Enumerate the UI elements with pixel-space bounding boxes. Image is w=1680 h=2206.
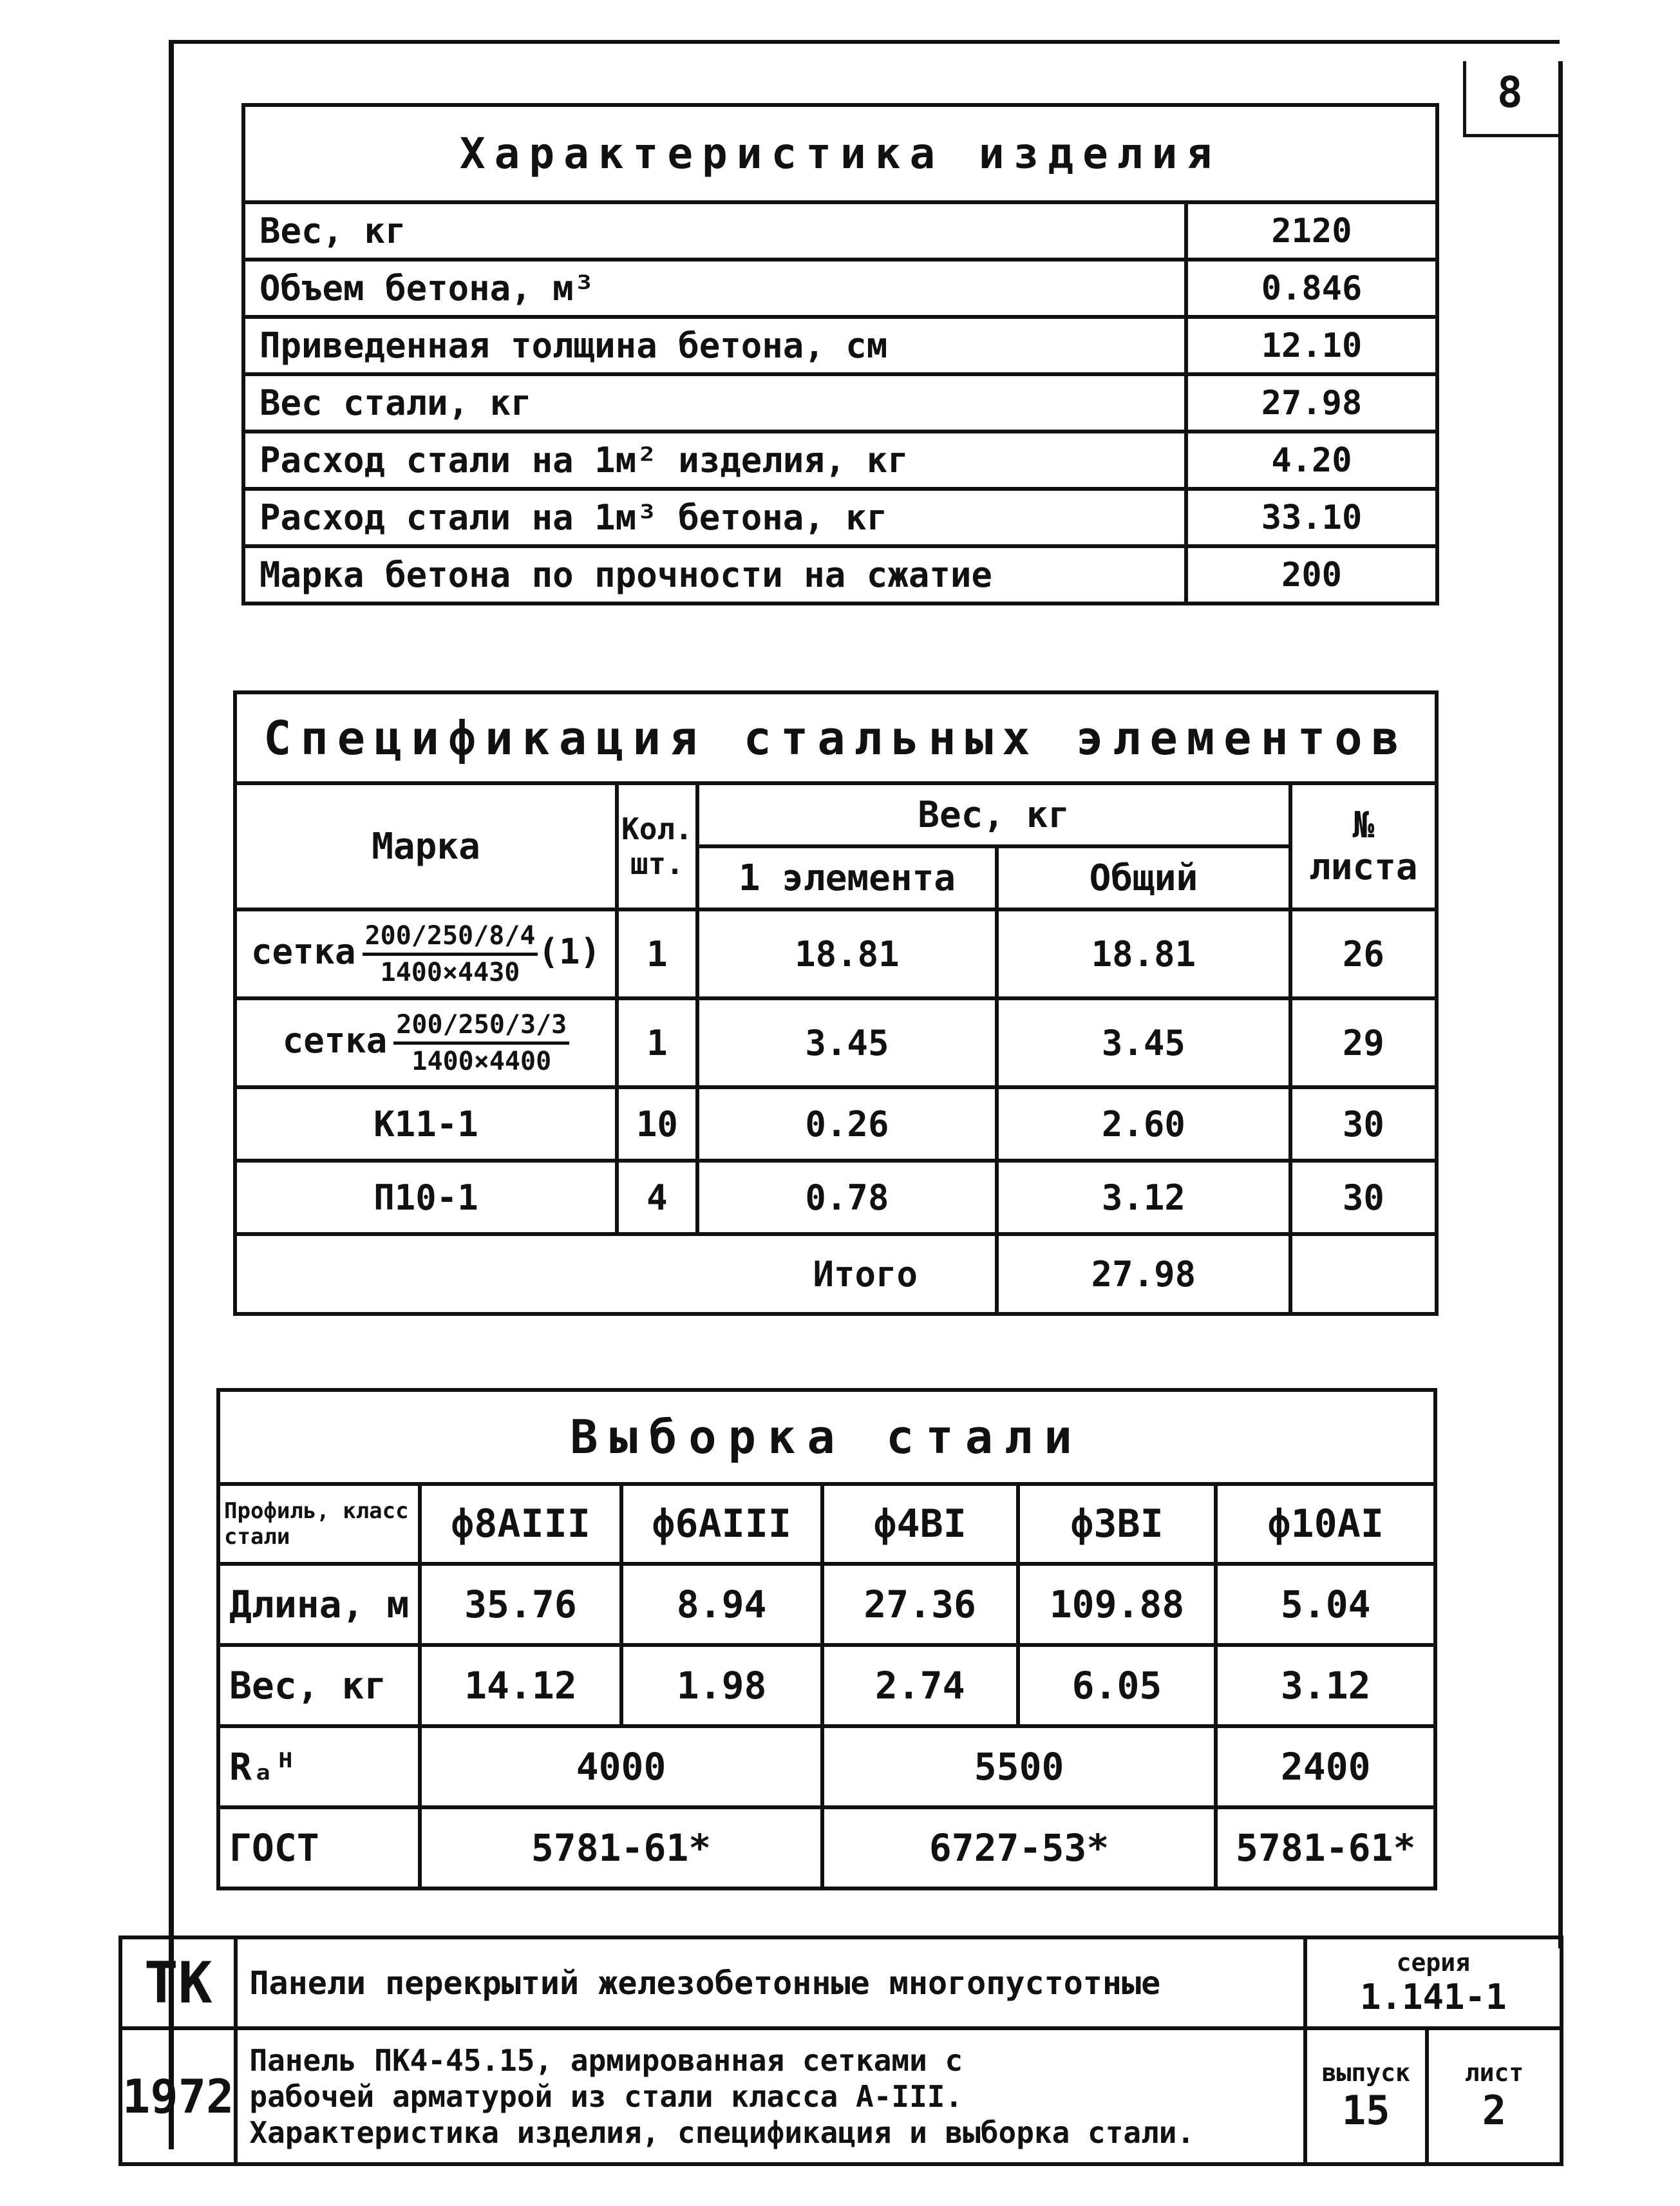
total-label: Итого <box>235 1234 997 1314</box>
frame-left-line <box>169 40 174 2149</box>
specification-title: Спецификация стальных элементов <box>235 692 1437 783</box>
title-block <box>118 1935 1563 2166</box>
ra-label: Rₐᴴ <box>218 1726 420 1807</box>
length-label: Длина, м <box>218 1564 420 1645</box>
header-sheet: № листа <box>1290 783 1437 909</box>
length-row: Длина, м 35.76 8.94 27.36 109.88 5.04 <box>218 1564 1435 1645</box>
sheet-value: 2 <box>1482 2087 1507 2134</box>
org-code: ТК <box>120 1937 236 2028</box>
characteristics-row: Вес, кг 2120 <box>243 202 1437 260</box>
sheet-cell <box>1427 2028 1562 2164</box>
table-row: П10-1 4 0.78 3.12 30 <box>235 1161 1437 1234</box>
characteristics-row: Расход стали на 1м² изделия, кг 4.20 <box>243 432 1437 489</box>
header-total: Общий <box>997 846 1290 909</box>
gost-label: ГОСТ <box>218 1807 420 1888</box>
steel-selection-table <box>216 1388 1437 1890</box>
characteristics-row: Расход стали на 1м³ бетона, кг 33.10 <box>243 489 1437 546</box>
steel-title: Выборка стали <box>218 1390 1435 1484</box>
year: 1972 <box>120 2028 236 2164</box>
series-value: 1.141-1 <box>1360 1977 1507 2017</box>
issue-label: выпуск <box>1321 2059 1410 2087</box>
profile-label: Профиль, класс стали <box>218 1484 420 1564</box>
header-mark: Марка <box>235 783 617 909</box>
sheet-label: лист <box>1464 2059 1524 2087</box>
table-row: сетка $\frac{200/250/8/4}{1400\times 4430}$ (1) 1 18.81 18.81 26 <box>235 909 1437 998</box>
weight-row: Вес, кг 14.12 1.98 2.74 6.05 3.12 <box>218 1645 1435 1726</box>
mark-cell: сетка $\frac{200/250/8/4}{1400\times 4430}$ (1) <box>235 909 617 998</box>
profile-row: Профиль, класс стали ф8АIII ф6АIII ф4ВI ф3ВI ф10АI <box>218 1484 1435 1564</box>
header-weight: Вес, кг <box>697 783 1290 846</box>
mark-fraction: $\frac{200/250/3/3}{1400\times 4400}$ <box>393 1008 569 1078</box>
gost-row: ГОСТ 5781-61* 6727-53* 5781-61* <box>218 1807 1435 1888</box>
total-value: 27.98 <box>997 1234 1290 1314</box>
series-label: серия <box>1396 1948 1470 1977</box>
sheet-number: 8 <box>1497 68 1523 117</box>
table-row: К11-1 10 0.26 2.60 30 <box>235 1087 1437 1161</box>
characteristics-title: Характеристика изделия <box>243 105 1437 202</box>
characteristics-table <box>241 103 1439 605</box>
series-cell <box>1305 1937 1562 2028</box>
mark-fraction: $\frac{200/250/8/4}{1400\times 4430}$ <box>363 919 538 989</box>
characteristics-row: Объем бетона, м³ 0.846 <box>243 260 1437 317</box>
characteristics-row: Марка бетона по прочности на сжатие 200 <box>243 546 1437 604</box>
total-row <box>235 1234 1437 1314</box>
title-line-1: Панели перекрытий железобетонные многопустотные <box>236 1937 1305 2028</box>
header-qty: Кол. шт. <box>617 783 697 909</box>
issue-value: 15 <box>1341 2087 1390 2134</box>
table-row: сетка $\frac{200/250/3/3}{1400\times 4400}$ 1 3.45 3.45 29 <box>235 998 1437 1087</box>
title-line-2: Панель ПК4-45.15, армированная сетками с рабочей арматурой из стали класса А-III. Характеристика изделия, спецификация и выборка стали. <box>236 2028 1305 2164</box>
ra-row: Rₐᴴ 4000 5500 2400 <box>218 1726 1435 1807</box>
specification-table <box>233 690 1439 1316</box>
weight-label: Вес, кг <box>218 1645 420 1726</box>
mark-cell: сетка $\frac{200/250/3/3}{1400\times 4400}$ <box>235 998 617 1087</box>
issue-cell <box>1305 2028 1427 2164</box>
frame-top-line <box>169 40 1560 44</box>
frame-right-line <box>1558 61 1563 1948</box>
characteristics-row: Приведенная толщина бетона, см 12.10 <box>243 317 1437 374</box>
characteristics-row: Вес стали, кг 27.98 <box>243 374 1437 432</box>
header-per-element: 1 элемента <box>697 846 997 909</box>
